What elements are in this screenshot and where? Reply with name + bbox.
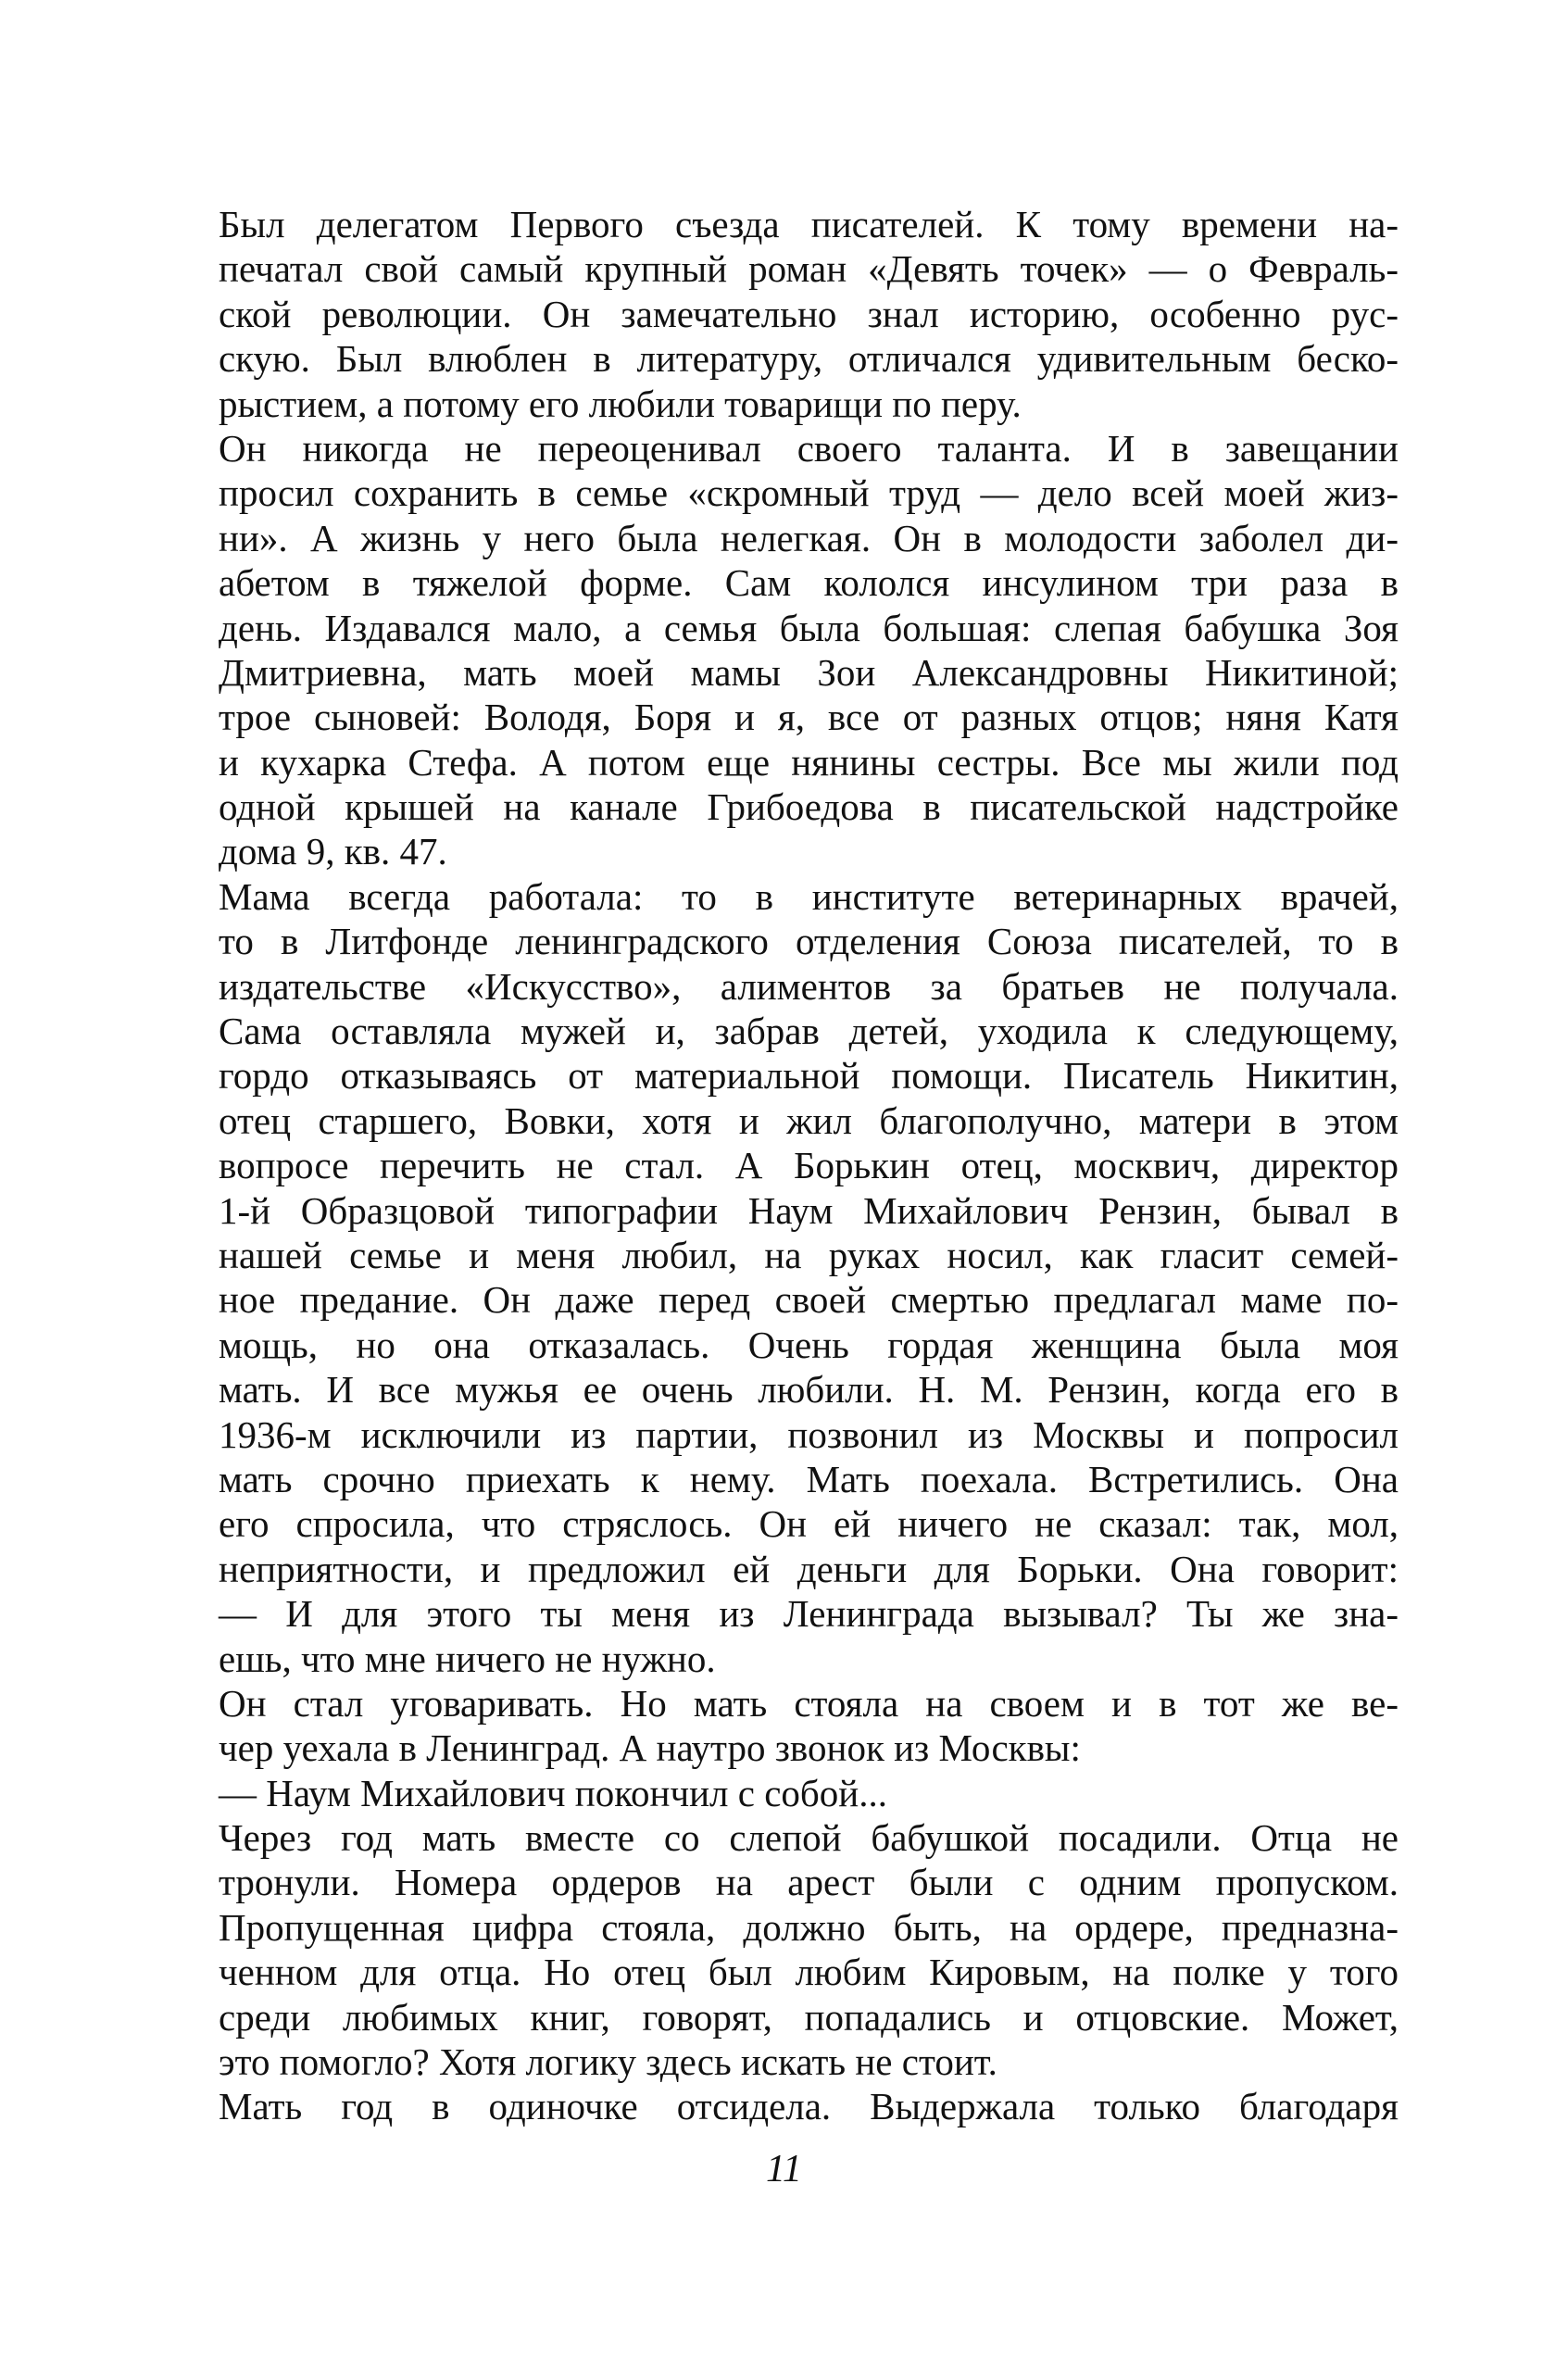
- text-line: его спросила, что стряслось. Он ей ничего не сказал: так, мол,: [219, 1502, 1399, 1546]
- text-line: трое сыновей: Володя, Боря и я, все от разных отцов; няня Катя: [219, 696, 1399, 739]
- text-line: скую. Был влюблен в литературу, отличался удивительным беско-: [219, 337, 1399, 381]
- text-line: Мама всегда работала: то в институте ветеринарных врачей,: [219, 874, 1399, 918]
- text-line: дома 9, кв. 47.: [219, 830, 447, 873]
- text-line: гордо отказываясь от материальной помощи. Писатель Никитин,: [219, 1054, 1399, 1098]
- text-line: среди любимых книг, говорят, попадались и отцовские. Может,: [219, 1995, 1399, 2039]
- text-line: вопросе перечить не стал. А Борькин отец, москвич, директор: [219, 1144, 1399, 1187]
- text-line: ченном для отца. Но отец был любим Кировым, на полке у того: [219, 1951, 1399, 1994]
- text-line: абетом в тяжелой форме. Сам кололся инсулином три раза в: [219, 561, 1399, 605]
- text-line: это помогло? Хотя логику здесь искать не стоит.: [219, 2040, 997, 2084]
- text-line: Сама оставляла мужей и, забрав детей, уходила к следующему,: [219, 1010, 1399, 1053]
- text-line: рыстием, а потому его любили товарищи по перу.: [219, 382, 1022, 425]
- text-line: мощь, но она отказалась. Очень гордая женщина была моя: [219, 1323, 1399, 1366]
- text-line: Через год мать вместе со слепой бабушкой посадили. Отца не: [219, 1816, 1399, 1860]
- body-text: [219, 202, 1399, 2129]
- page-number: 11: [766, 2148, 802, 2190]
- text-line: день. Издавался мало, а семья была большая: слепая бабушка Зоя: [219, 606, 1399, 649]
- text-line: — И для этого ты меня из Ленинграда вызывал? Ты же зна-: [219, 1592, 1399, 1636]
- text-line: и кухарка Стефа. А потом еще нянины сестры. Все мы жили под: [219, 740, 1399, 784]
- text-line: Пропущенная цифра стояла, должно быть, на ордере, предназна-: [219, 1905, 1399, 1949]
- text-line: печатал свой самый крупный роман «Девять точек» — о Февраль-: [219, 247, 1399, 291]
- text-line: 1936-м исключили из партии, позвонил из Москвы и попросил: [219, 1412, 1399, 1456]
- text-line: чер уехала в Ленинград. А наутро звонок из Москвы:: [219, 1726, 1081, 1770]
- text-line: тронули. Номера ордеров на арест были с одним пропуском.: [219, 1861, 1399, 1904]
- text-line: Был делегатом Первого съезда писателей. К тому времени на-: [219, 203, 1399, 245]
- text-line: Он стал уговаривать. Но мать стояла на своем и в тот же ве-: [219, 1681, 1399, 1725]
- text-line: 1-й Образцовой типографии Наум Михайлович Рензин, бывал в: [219, 1188, 1399, 1232]
- text-line: мать срочно приехать к нему. Мать поехала. Встретились. Она: [219, 1457, 1399, 1500]
- text-line: — Наум Михайлович покончил с собой...: [219, 1771, 887, 1814]
- text-line: нашей семье и меня любил, на руках носил, как гласит семей-: [219, 1233, 1399, 1276]
- text-line: неприятности, и предложил ей деньги для Борьки. Она говорит:: [219, 1547, 1399, 1590]
- text-line: Мать год в одиночке отсидела. Выдержала только благодаря: [219, 2085, 1399, 2128]
- text-line: Он никогда не переоценивал своего таланта. И в завещании: [219, 426, 1399, 470]
- text-line: издательстве «Искусство», алиментов за братьев не получала.: [219, 964, 1399, 1008]
- text-line: Дмитриевна, мать моей мамы Зои Александровны Никитиной;: [219, 650, 1399, 694]
- text-line: мать. И все мужья ее очень любили. Н. М. Рензин, когда его в: [219, 1368, 1399, 1412]
- text-line: одной крышей на канале Грибоедова в писательской надстройке: [219, 785, 1399, 829]
- text-line: ешь, что мне ничего не нужно.: [219, 1637, 716, 1680]
- text-line: ни». А жизнь у него была нелегкая. Он в молодости заболел ди-: [219, 516, 1399, 559]
- text-line: то в Литфонде ленинградского отделения Союза писателей, то в: [219, 920, 1399, 963]
- text-line: ской революции. Он замечательно знал историю, особенно рус-: [219, 292, 1399, 335]
- text-line: просил сохранить в семье «скромный труд — дело всей моей жиз-: [219, 471, 1399, 515]
- text-line: ное предание. Он даже перед своей смертью предлагал маме по-: [219, 1278, 1399, 1322]
- text-line: отец старшего, Вовки, хотя и жил благополучно, матери в этом: [219, 1098, 1399, 1142]
